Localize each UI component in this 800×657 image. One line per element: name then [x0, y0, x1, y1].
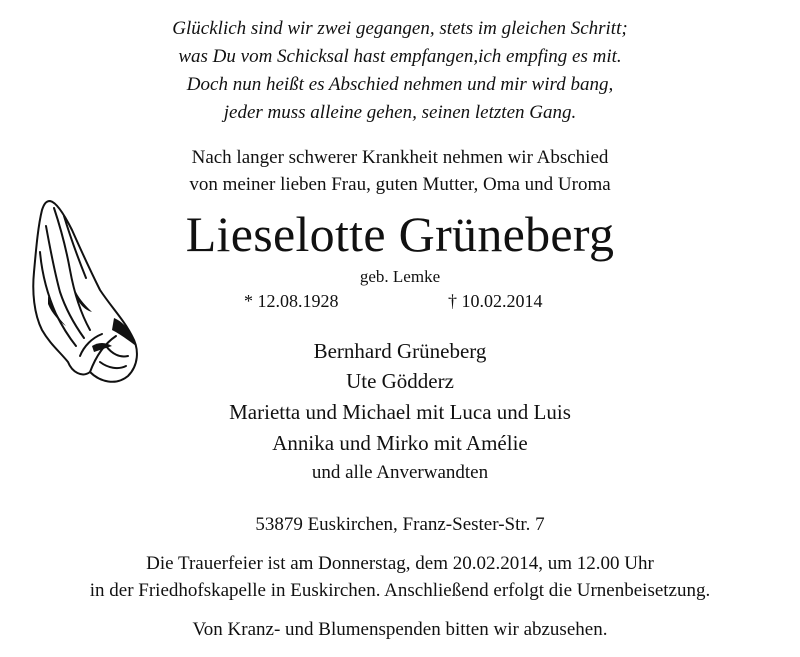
intro-line-2: von meiner lieben Frau, guten Mutter, Oma und Uroma [189, 174, 611, 195]
family-member-2: Ute Gödderz [346, 369, 454, 393]
poem-line-4: jeder muss alleine gehen, seinen letzten Gang. [223, 102, 577, 123]
flowers-note: Von Kranz- und Blumenspenden bitten wir abzusehen. [192, 619, 608, 640]
intro-line-1: Nach langer schwerer Krankheit nehmen wir Abschied [191, 147, 609, 168]
deceased-name: Lieselotte Grüneberg [185, 206, 615, 262]
address-line: 53879 Euskirchen, Franz-Sester-Str. 7 [255, 514, 545, 535]
maiden-name: geb. Lemke [359, 267, 441, 286]
family-member-1: Bernhard Grüneberg [313, 339, 487, 363]
relatives-line: und alle Anverwandten [311, 462, 489, 483]
poem-line-1: Glücklich sind wir zwei gegangen, stets im gleichen Schritt; [172, 18, 628, 39]
birth-date: * 12.08.1928 [244, 291, 339, 311]
poem-line-3: Doch nun heißt es Abschied nehmen und mir wird bang, [186, 74, 614, 95]
family-member-4: Annika und Mirko mit Amélie [272, 431, 528, 455]
death-date: † 10.02.2014 [448, 291, 543, 311]
service-line-2: in der Friedhofskapelle in Euskirchen. Anschließend erfolgt die Urnenbeisetzung. [89, 580, 711, 601]
family-member-3: Marietta und Michael mit Luca und Luis [229, 400, 571, 424]
service-line-1: Die Trauerfeier ist am Donnerstag, dem 20.02.2014, um 12.00 Uhr [146, 553, 654, 574]
poem-line-2: was Du vom Schicksal hast empfangen,ich empfing es mit. [178, 46, 622, 67]
